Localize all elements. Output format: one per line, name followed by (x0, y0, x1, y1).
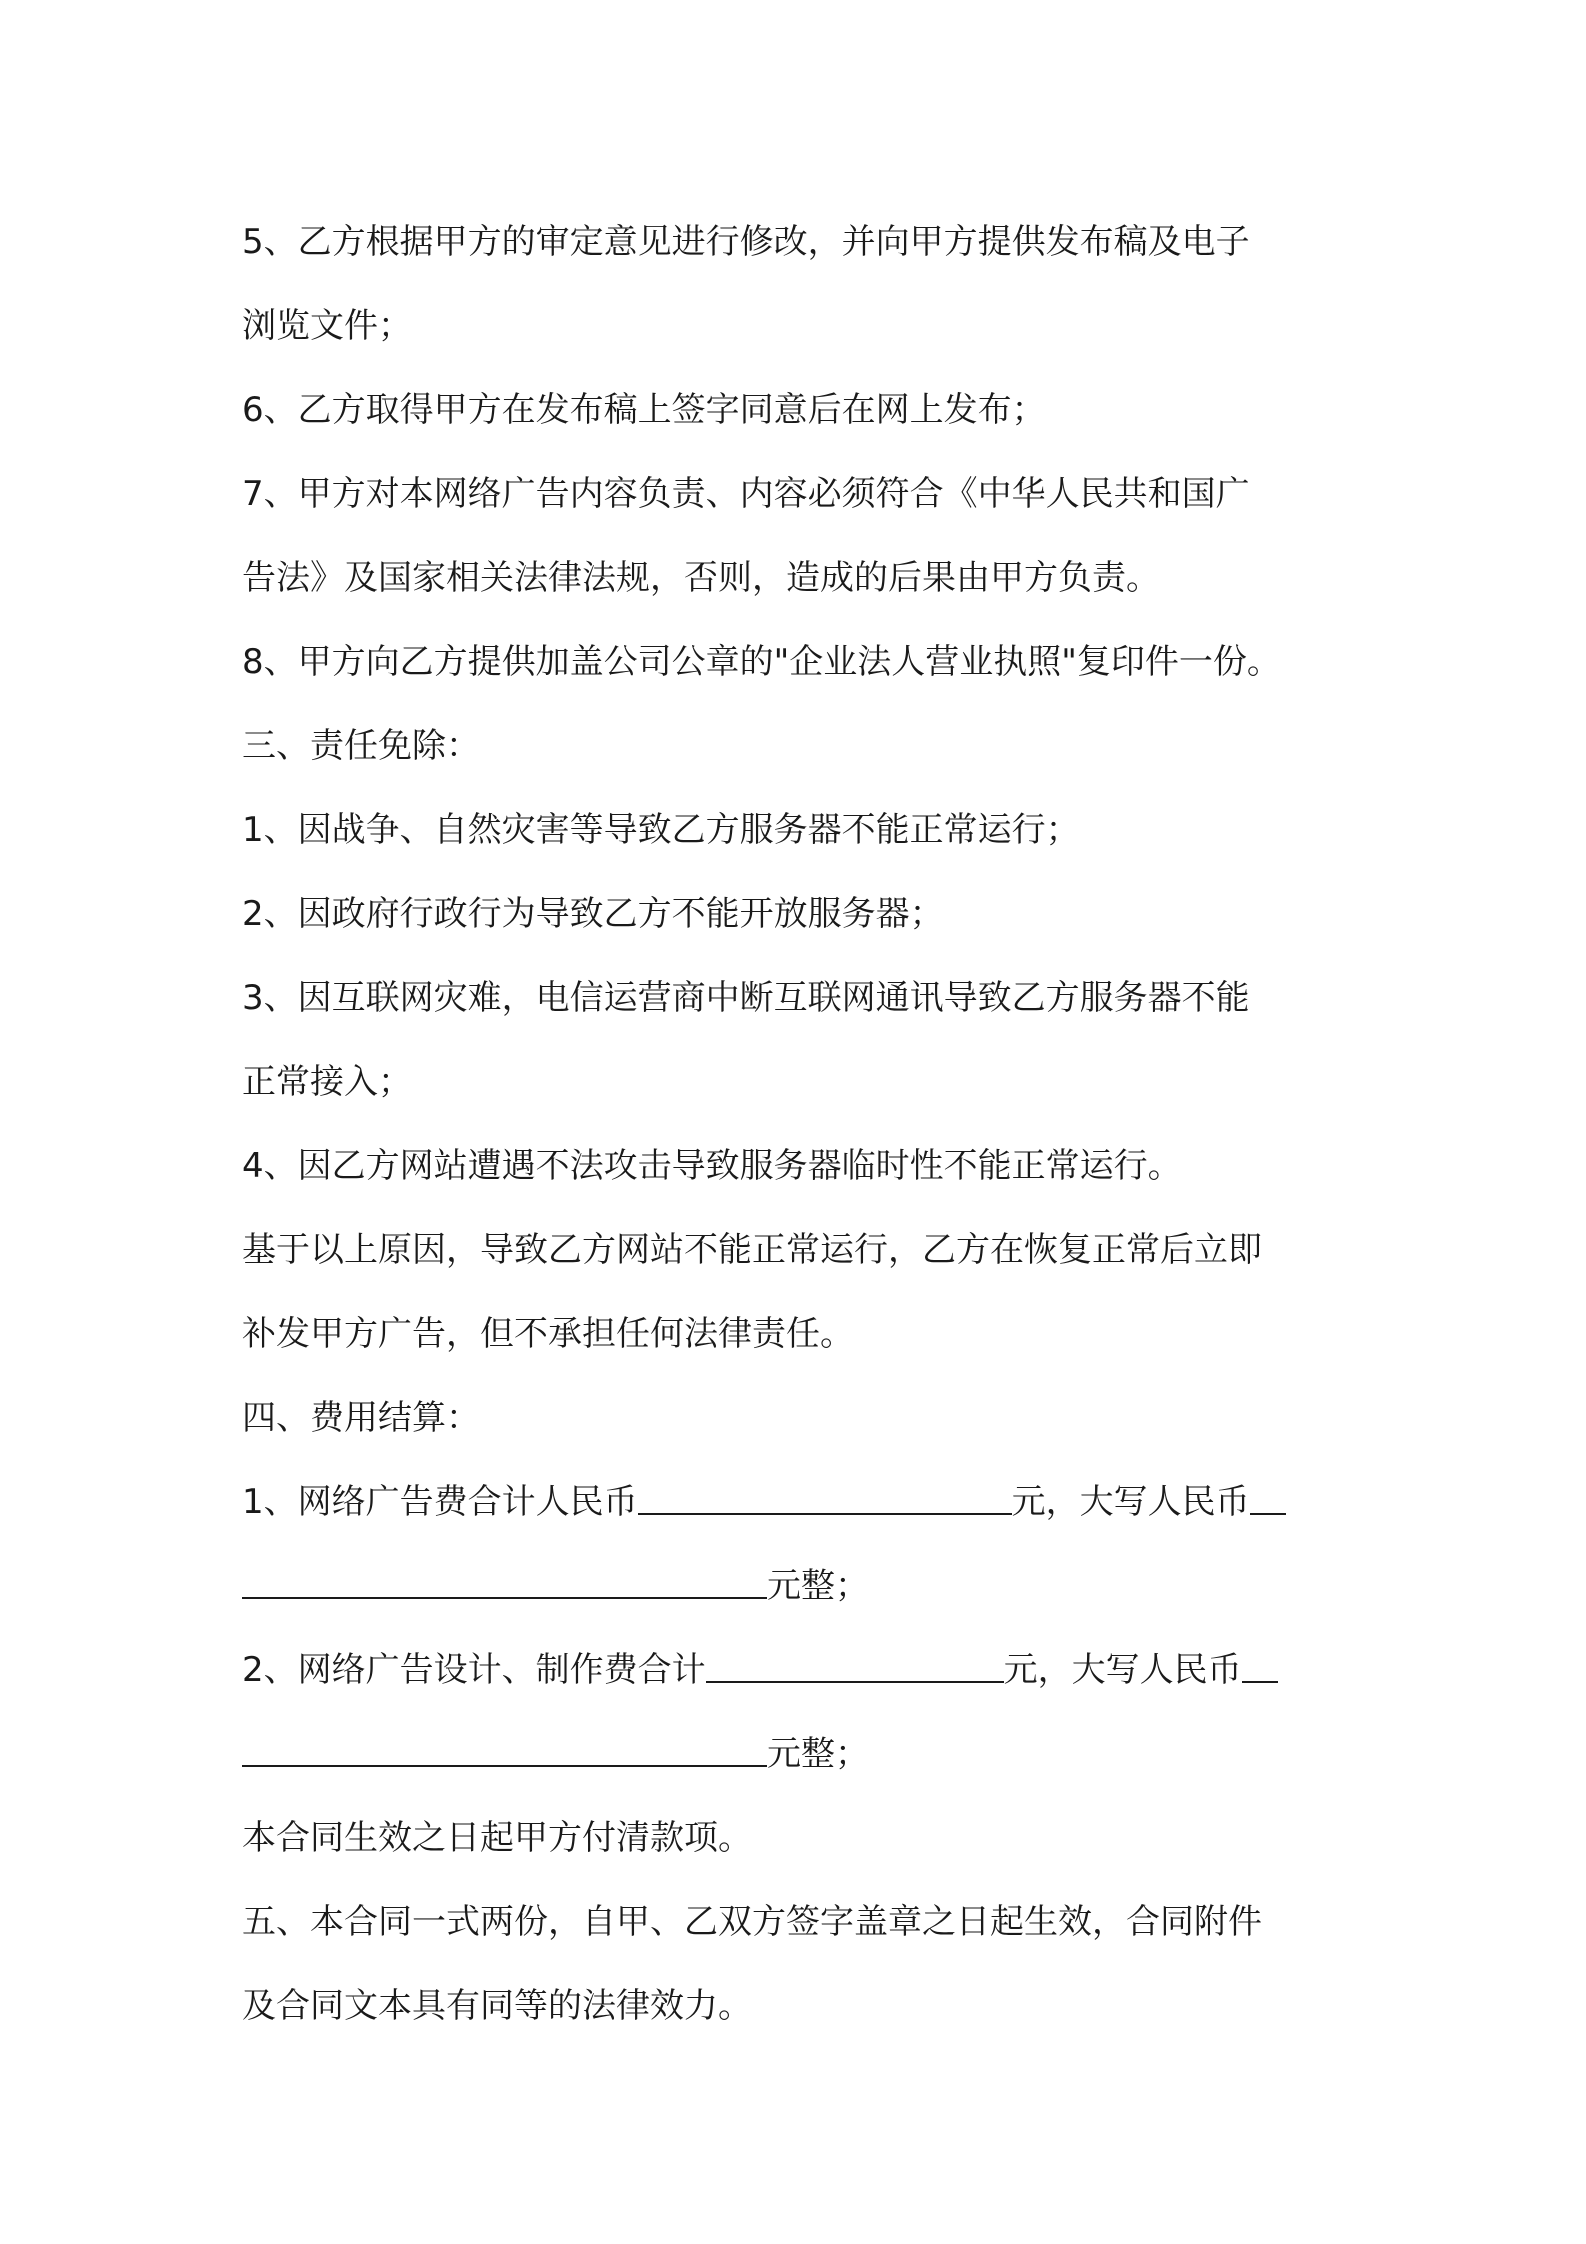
fee-line-design-cont (242, 1712, 1362, 1796)
section-heading-fees: 四、费用结算： (242, 1398, 480, 1438)
text-line: 8、甲方向乙方提供加盖公司公章的"企业法人营业执照"复印件一份。 (242, 642, 1281, 682)
text-line: 6、乙方取得甲方在发布稿上签字同意后在网上发布； (242, 390, 1046, 430)
text-line: 浏览文件； (242, 306, 412, 346)
fee-line-ad (242, 1460, 1362, 1544)
fee-label: 1、网络广告费合计人民币 (242, 1482, 638, 1522)
text-line: 补发甲方广告，但不承担任何法律责任。 (242, 1314, 854, 1354)
text-line: 基于以上原因，导致乙方网站不能正常运行，乙方在恢复正常后立即 (242, 1230, 1262, 1270)
text-line: 及合同文本具有同等的法律效力。 (242, 1986, 752, 2026)
contract-body (242, 200, 1362, 2048)
text-line: 本合同生效之日起甲方付清款项。 (242, 1818, 752, 1858)
text-line: 告法》及国家相关法律法规，否则，造成的后果由甲方负责。 (242, 558, 1160, 598)
section-heading-effect: 五、本合同一式两份，自甲、乙双方签字盖章之日起生效，合同附件 (242, 1902, 1262, 1942)
text-line: 3、因互联网灾难，电信运营商中断互联网通讯导致乙方服务器不能 (242, 978, 1250, 1018)
text-line: 2、因政府行政行为导致乙方不能开放服务器； (242, 894, 944, 934)
fee-label: 2、网络广告设计、制作费合计 (242, 1650, 706, 1690)
fee-label: 元，大写人民币 (1003, 1650, 1242, 1690)
amount-words-blank[interactable] (1250, 1483, 1286, 1515)
amount-words-blank[interactable] (242, 1567, 767, 1599)
text-line: 5、乙方根据甲方的审定意见进行修改，并向甲方提供发布稿及电子 (242, 222, 1250, 262)
amount-blank[interactable] (706, 1651, 1004, 1683)
fee-label: 元，大写人民币 (1011, 1482, 1250, 1522)
text-line: 正常接入； (242, 1062, 412, 1102)
section-heading-liability: 三、责任免除： (242, 726, 480, 766)
amount-words-blank[interactable] (1242, 1651, 1278, 1683)
fee-label: 元整； (767, 1734, 869, 1774)
fee-line-ad-cont (242, 1544, 1362, 1628)
amount-words-blank[interactable] (242, 1735, 767, 1767)
text-line: 7、甲方对本网络广告内容负责、内容必须符合《中华人民共和国广 (242, 474, 1250, 514)
text-line: 1、因战争、自然灾害等导致乙方服务器不能正常运行； (242, 810, 1080, 850)
amount-blank[interactable] (638, 1483, 1012, 1515)
text-line: 4、因乙方网站遭遇不法攻击导致服务器临时性不能正常运行。 (242, 1146, 1182, 1186)
fee-label: 元整； (767, 1566, 869, 1606)
fee-line-design (242, 1628, 1362, 1712)
